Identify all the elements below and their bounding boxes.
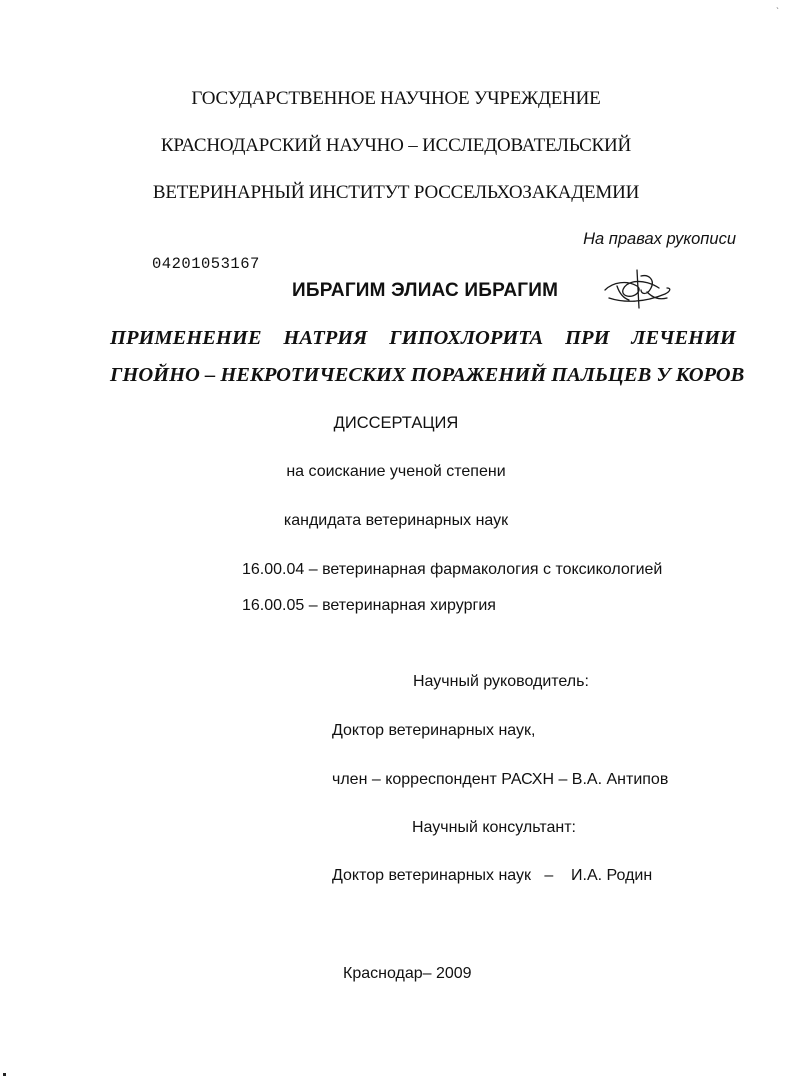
title-line-2: ГНОЙНО – НЕКРОТИЧЕСКИХ ПОРАЖЕНИЙ ПАЛЬЦЕВ У КОРОВ (110, 364, 745, 386)
city-year: Краснодар– 2009 (343, 965, 472, 982)
title-line-1: ПРИМЕНЕНИЕ НАТРИЯ ГИПОХЛОРИТА ПРИ ЛЕЧЕНИИ (110, 327, 736, 349)
signature-image (597, 268, 677, 314)
specialty-2: 16.00.05 – ветеринарная хирургия (242, 597, 496, 614)
supervisor-heading: Научный руководитель: (413, 673, 589, 690)
work-type: ДИССЕРТАЦИЯ (333, 414, 459, 432)
degree-line-2: кандидата ветеринарных наук (283, 512, 509, 529)
supervisor-line-2: член – корреспондент РАСХН – В.А. Антипов (332, 771, 669, 788)
specialty-1: 16.00.04 – ветеринарная фармакология с токсикологией (242, 561, 663, 578)
institution-line-2: КРАСНОДАРСКИЙ НАУЧНО – ИССЛЕДОВАТЕЛЬСКИЙ (160, 135, 632, 156)
supervisor-line-1: Доктор ветеринарных наук, (332, 722, 536, 739)
author-name: ИБРАГИМ ЭЛИАС ИБРАГИМ (292, 280, 559, 301)
registration-number: 04201053167 (152, 255, 260, 273)
degree-line-1: на соискание ученой степени (286, 463, 506, 480)
manuscript-note: На правах рукописи (583, 230, 736, 248)
scan-mark-top-right: ` (776, 6, 779, 16)
scan-mark-bottom-left (3, 1073, 6, 1076)
institution-line-1: ГОСУДАРСТВЕННОЕ НАУЧНОЕ УЧРЕЖДЕНИЕ (191, 88, 601, 109)
institution-line-3: ВЕТЕРИНАРНЫЙ ИНСТИТУТ РОССЕЛЬХОЗАКАДЕМИИ (152, 182, 640, 203)
consultant-heading: Научный консультант: (412, 819, 576, 836)
consultant-line-1: Доктор ветеринарных наук – И.А. Родин (332, 867, 653, 884)
